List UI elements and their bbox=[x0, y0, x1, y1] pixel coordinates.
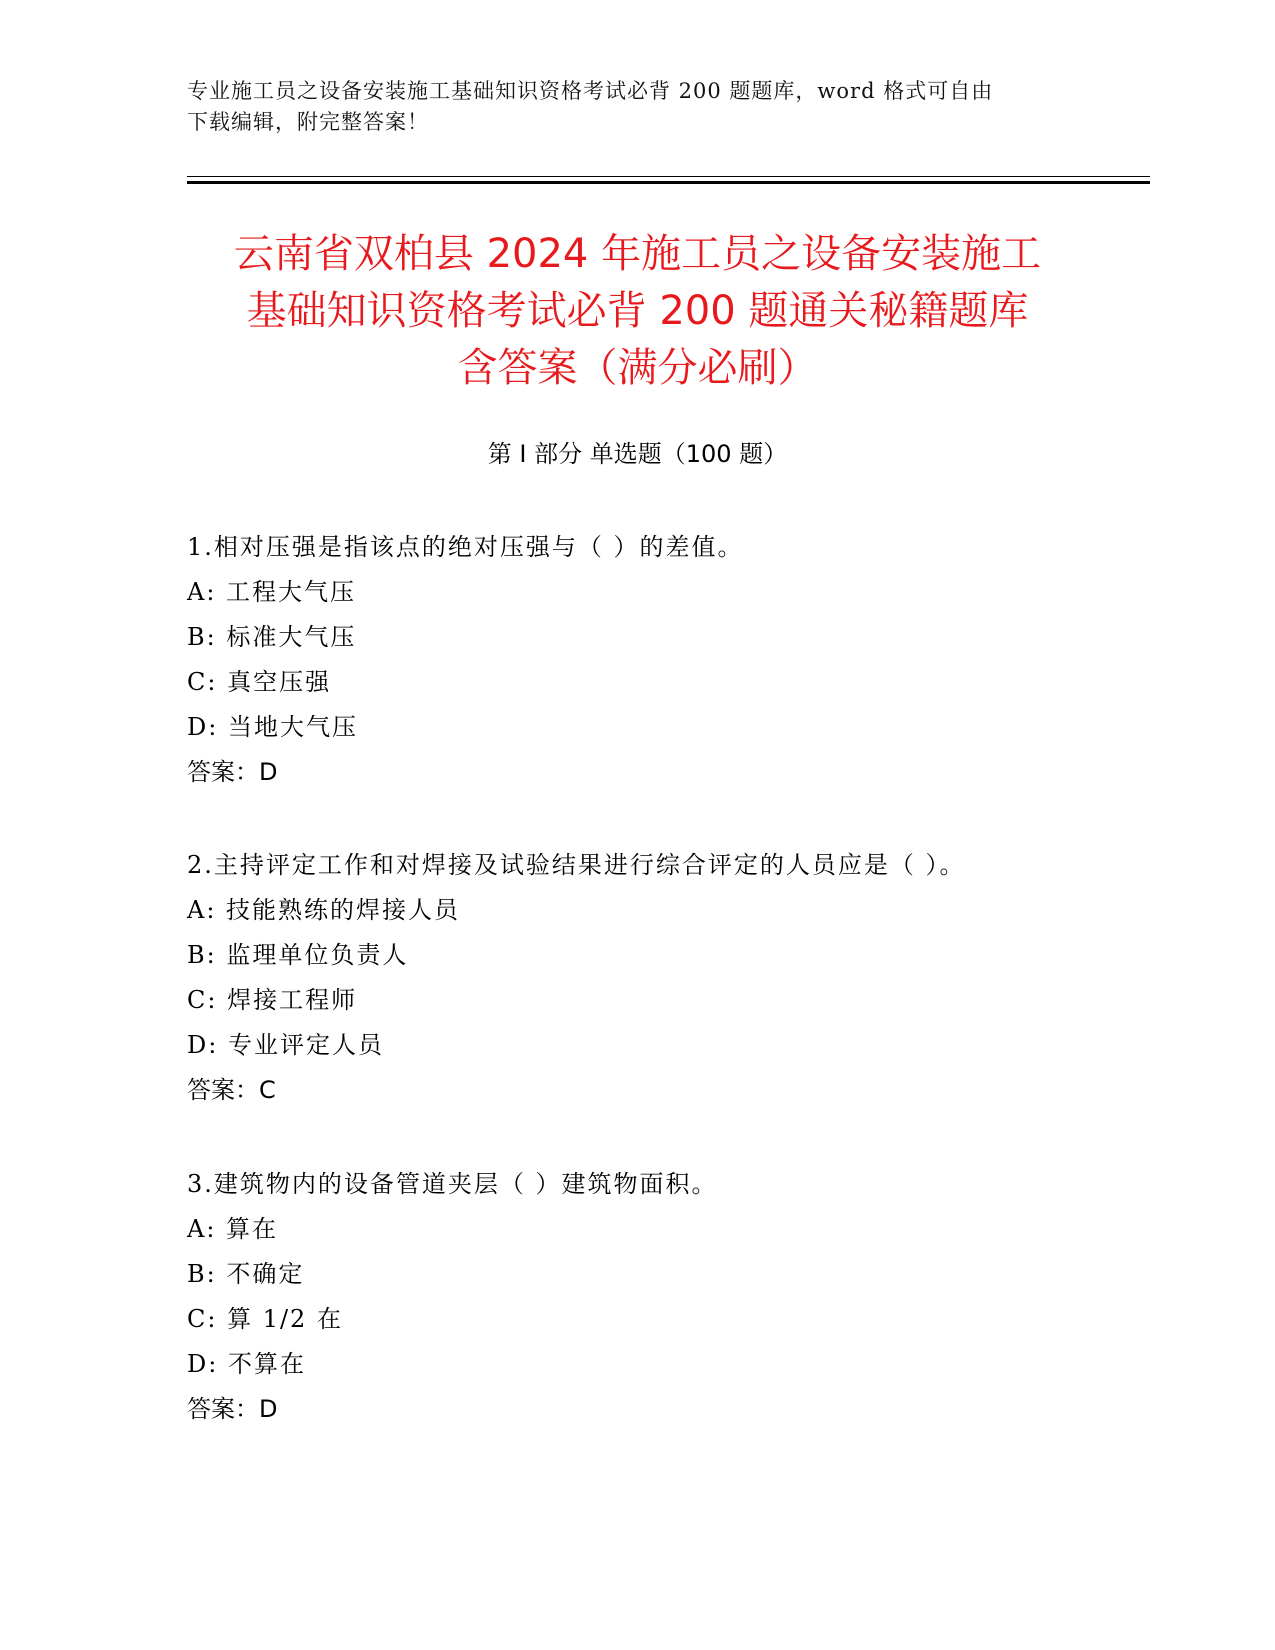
question-stem: 2.主持评定工作和对焊接及试验结果进行综合评定的人员应是（ ）。 bbox=[187, 851, 966, 879]
question-item bbox=[187, 1162, 1147, 1432]
header-note bbox=[187, 76, 1087, 138]
title-line-2: 基础知识资格考试必背 200 题通关秘籍题库 bbox=[246, 288, 1029, 334]
option-d: D: 专业评定人员 bbox=[187, 1031, 384, 1059]
question-item bbox=[187, 843, 1147, 1113]
option-c: C: 算 1/2 在 bbox=[187, 1305, 343, 1333]
option-b: B: 不确定 bbox=[187, 1260, 305, 1288]
question-stem: 3.建筑物内的设备管道夹层（ ）建筑物面积。 bbox=[187, 1170, 718, 1198]
header-note-line-2: 下载编辑，附完整答案！ bbox=[187, 110, 429, 134]
option-a: A: 技能熟练的焊接人员 bbox=[187, 896, 461, 924]
option-d: D: 当地大气压 bbox=[187, 713, 358, 741]
answer-line: 答案：D bbox=[187, 1395, 278, 1423]
title-line-1: 云南省双柏县 2024 年施工员之设备安装施工 bbox=[233, 231, 1042, 277]
option-b: B: 标准大气压 bbox=[187, 623, 357, 651]
option-c: C: 真空压强 bbox=[187, 668, 332, 696]
option-a: A: 工程大气压 bbox=[187, 578, 357, 606]
option-a: A: 算在 bbox=[187, 1215, 279, 1243]
question-stem: 1.相对压强是指该点的绝对压强与（ ）的差值。 bbox=[187, 533, 744, 561]
header-note-line-1: 专业施工员之设备安装施工基础知识资格考试必背 200 题题库，word 格式可自由 bbox=[187, 79, 994, 103]
question-item bbox=[187, 525, 1147, 795]
option-d: D: 不算在 bbox=[187, 1350, 306, 1378]
option-c: C: 焊接工程师 bbox=[187, 986, 358, 1014]
header-divider-thick bbox=[187, 181, 1150, 184]
document-title bbox=[160, 226, 1115, 397]
answer-line: 答案：C bbox=[187, 1076, 276, 1104]
section-heading: 第 I 部分 单选题（100 题） bbox=[487, 440, 788, 468]
header-divider-thin bbox=[187, 176, 1150, 177]
answer-line: 答案：D bbox=[187, 758, 278, 786]
title-line-3: 含答案（满分必刷） bbox=[457, 345, 818, 391]
option-b: B: 监理单位负责人 bbox=[187, 941, 409, 969]
